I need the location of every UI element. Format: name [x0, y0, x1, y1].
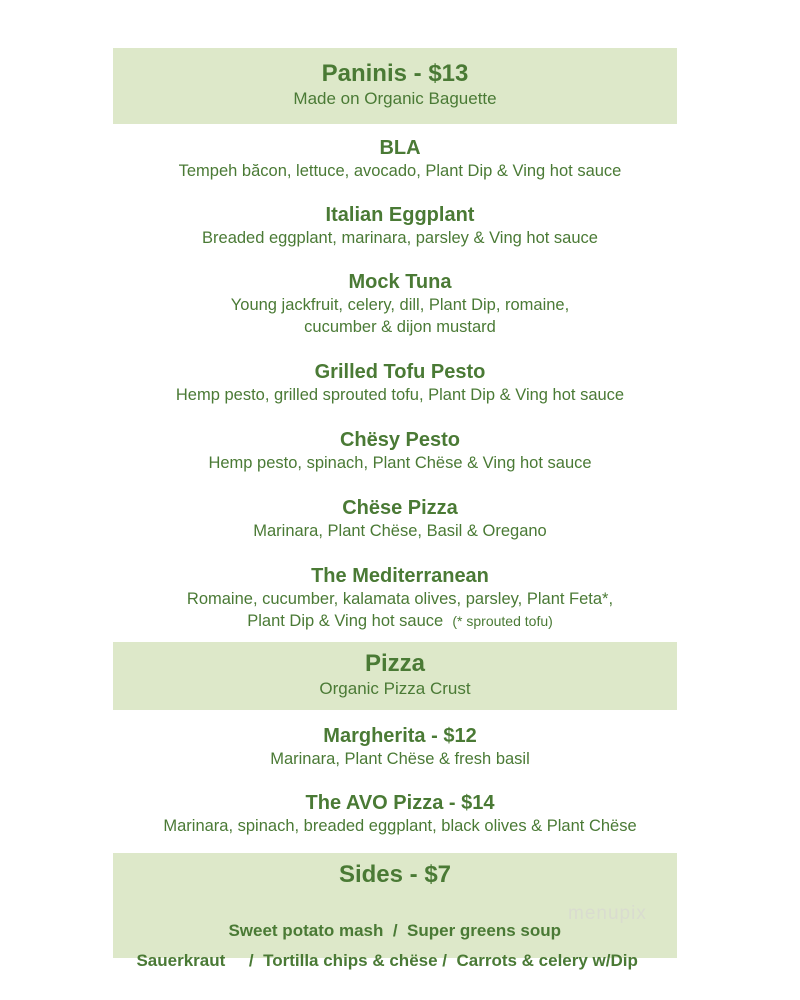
menu-item-margherita	[100, 724, 700, 770]
pizza-header	[113, 642, 677, 710]
item-description-line2	[100, 610, 700, 632]
menupix-watermark: menupix	[568, 903, 647, 924]
item-name: Chësy Pesto	[339, 429, 461, 451]
item-name: Italian Eggplant	[325, 204, 475, 226]
item-name: The Mediterranean	[311, 565, 489, 587]
menu-item-the-mediterranean	[100, 564, 700, 632]
menu-item-italian-eggplant	[100, 203, 700, 249]
separator: /	[248, 951, 254, 970]
item-description: Breaded eggplant, marinara, parsley & Ving hot sauce	[202, 229, 598, 247]
item-name: Mock Tuna	[348, 271, 452, 293]
item-name: Margherita - $12	[323, 725, 477, 747]
item-description: Young jackfruit, celery, dill, Plant Dip, romaine,	[230, 296, 570, 314]
side-item: Super greens soup	[407, 921, 561, 940]
item-description: Hemp pesto, grilled sprouted tofu, Plant Dip & Ving hot sauce	[175, 386, 625, 404]
item-name: Chëse Pizza	[342, 497, 458, 519]
item-note: (* sprouted tofu)	[452, 613, 553, 629]
item-description: Marinara, spinach, breaded eggplant, black olives & Plant Chëse	[163, 817, 637, 835]
menu-item-chesy-pesto	[100, 428, 700, 474]
menu-item-chese-pizza	[100, 496, 700, 542]
item-description: Hemp pesto, spinach, Plant Chëse & Ving hot sauce	[208, 454, 592, 472]
menu-item-mock-tuna	[100, 270, 700, 338]
separator: /	[392, 921, 398, 940]
item-description: cucumber & dijon mustard	[304, 318, 496, 336]
item-description: Romaine, cucumber, kalamata olives, parsley, Plant Feta*,	[186, 590, 614, 608]
item-name: The AVO Pizza - $14	[305, 792, 495, 814]
item-description: Marinara, Plant Chëse & fresh basil	[270, 750, 530, 768]
paninis-header	[113, 48, 677, 124]
side-item: Tortilla chips & chëse	[263, 951, 438, 970]
sides-row-2	[127, 928, 638, 972]
side-item: Sweet potato mash	[228, 921, 384, 940]
item-name: BLA	[379, 137, 421, 159]
menu-item-bla	[100, 136, 700, 182]
separator: /	[442, 951, 448, 970]
menu-item-grilled-tofu-pesto	[100, 360, 700, 406]
item-description: Plant Dip & Ving hot sauce	[247, 612, 444, 630]
item-name: Grilled Tofu Pesto	[314, 361, 486, 383]
paninis-subtitle: Made on Organic Baguette	[293, 89, 497, 108]
item-description: Tempeh băcon, lettuce, avocado, Plant Dip & Ving hot sauce	[178, 162, 622, 180]
pizza-subtitle: Organic Pizza Crust	[319, 679, 471, 698]
pizza-title: Pizza	[364, 650, 426, 677]
sides-title: Sides - $7	[338, 861, 452, 888]
side-item: Carrots & celery w/Dip	[456, 951, 638, 970]
item-description: Marinara, Plant Chëse, Basil & Oregano	[253, 522, 547, 540]
paninis-title: Paninis - $13	[321, 60, 469, 87]
menu-item-avo-pizza	[100, 791, 700, 837]
side-item: Sauerkraut	[136, 951, 226, 970]
